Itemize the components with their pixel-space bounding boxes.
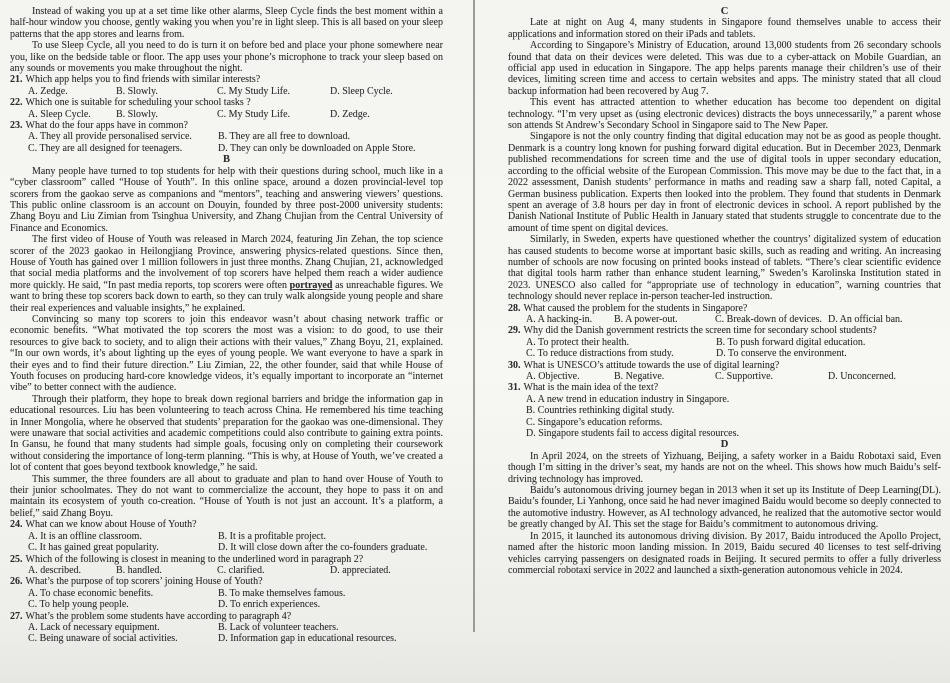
options-group <box>10 86 443 97</box>
column-divider <box>473 0 475 632</box>
answer-option: A. Lack of necessary equipment. <box>28 621 160 633</box>
question-number: 26. <box>10 576 23 588</box>
answer-option: C. Supportive. <box>715 371 774 382</box>
question-line <box>508 303 941 314</box>
answer-option: B. To push forward digital education. <box>716 336 866 348</box>
question-number: 25. <box>10 553 23 565</box>
answer-option: D. appreciated. <box>330 564 391 576</box>
passage-paragraph: This summer, the three founders are all about to graduate and plan to hand over House of Youth to their junior schoolmates. They do not want to commercialize the account, they hope to pass it on and maintain its ecosystem of youth co-creation. “House of Youth is not just an account. It’s a platform, a belief,” said Zhang Boyu. <box>10 473 443 519</box>
options-group <box>508 337 941 360</box>
question-number: 31. <box>508 382 521 394</box>
answer-option: A. A new trend in education industry in Singapore. <box>526 393 730 405</box>
question-line <box>10 519 443 530</box>
answer-option: B. Slowly. <box>116 108 158 120</box>
passage-paragraph: Singapore is not the only country finding that digital education may not be as good as people thought. Denmark is a country long known for pushing forward digital education. But in December 2023, Denmark published recommendations for screen time and the use of digital tools in upper secondary education, according to the official website of the European Commission. This move may be due to the fact that, in a 2022 assessment, Danish students’ performance in maths and reading saw a sharp fall, noted Capital, a German business publication. Experts then looked into the problem. They found that students in Denmark spent an average of 3.8 hours per day in front of electronic devices in school. A report published by the Danish National Institute of Public Health in January stated that students struggle to concentrate due to the amount of time spent on digital devices. <box>508 131 941 234</box>
answer-option: D. They can only be downloaded on Apple Store. <box>218 142 416 154</box>
answer-option: C. My Study Life. <box>217 85 291 97</box>
question-line <box>508 325 941 336</box>
question-number: 30. <box>508 359 521 371</box>
question-text: What is the main idea of the text? <box>523 382 659 394</box>
answer-option: D. Information gap in educational resources. <box>218 633 397 645</box>
section-heading-d: D <box>720 439 729 451</box>
answer-option: D. An official ban. <box>828 313 903 325</box>
question-text: Which of the following is closest in meaning to the underlined word in paragraph 2? <box>25 553 364 565</box>
answer-option: C. Being unaware of social activities. <box>28 633 178 645</box>
answer-option: B. Countries rethinking digital study. <box>526 405 675 417</box>
question-line <box>10 611 443 622</box>
question-text: What’s the problem some students have according to paragraph 4? <box>25 610 292 622</box>
left-column <box>10 6 443 645</box>
answer-option: A. Sleep Cycle. <box>28 108 91 120</box>
options-group <box>10 109 443 120</box>
answer-option: D. Zedge. <box>330 108 370 120</box>
question-number: 21. <box>10 74 23 86</box>
answer-option: B. Lack of volunteer teachers. <box>218 621 339 633</box>
passage-paragraph: In 2015, it launched its autonomous driving division. By 2017, Baidu introduced the Apollo Project, named after the historic moon landing mission. In 2019, Baidu secured 40 licenses to test self-driving vehicles carrying passengers on designated roads in Beijing. It secured permits to offer a fully driverless commercial robotaxi service in 2022 and launched a sixth-generation autonomous vehicle in 2024. <box>508 530 941 576</box>
answer-option: D. It will close down after the co-founders graduate. <box>218 542 428 554</box>
question-24 <box>10 519 443 553</box>
question-26 <box>10 576 443 610</box>
passage-paragraph: To use Sleep Cycle, all you need to do is turn it on before bed and place your phone somewhere near you, like on the bedside table or floor. The app uses your phone’s microphone to track your sleep based on any sounds or movements you make throughout the night. <box>10 40 443 75</box>
answer-option: C. They are all designed for teenagers. <box>28 142 183 154</box>
right-column <box>508 6 941 576</box>
passage-paragraph: Instead of waking you up at a set time like other alarms, Sleep Cycle finds the best moment within a half-hour window you choose, gently waking you when you’re in light sleep. This is all based on your sleep patterns that the app stores and learns from. <box>10 6 443 40</box>
passage-paragraph: This event has attracted attention to whether education has become too dependent on digital technology. “I’m very upset as (using electronic devices) distracts the boys unnecessarily,” a parent whose son attends St Andrew’s Secondary School in Singapore said to The New Paper. <box>508 97 941 132</box>
question-22 <box>10 97 443 120</box>
question-number: 23. <box>10 120 23 132</box>
answer-option: B. A power-out. <box>614 313 678 325</box>
answer-option: A. They all provide personalised service. <box>28 131 192 143</box>
question-number: 22. <box>10 97 23 109</box>
question-line <box>10 120 443 131</box>
answer-option: C. Break-down of devices. <box>715 313 822 325</box>
section-heading-b: B <box>222 154 230 166</box>
passage-paragraph: Similarly, in Sweden, experts have questioned whether the countrys’ digitalized system of education has caused students to become worse at important basic skills, such as reading and writing. An increasing number of schools are now focusing on printed books instead of tablets. “There’s clear scientific evidence that digital tools harm rather than enhance student learning,” Sweden’s Karolinska Institution stated in 2023. UNESCO also called for “appropriate use of technology in education”, warning countries that technology should never replace in-person teacher-led instruction. <box>508 234 941 303</box>
options-group <box>10 131 443 154</box>
answer-option: D. Singapore students fail to access digital resources. <box>526 428 739 440</box>
passage-paragraph <box>10 234 443 314</box>
question-text: Why did the Danish government restricts the screen time for secondary school students? <box>523 325 877 337</box>
answer-option: B. They are all free to download. <box>218 131 350 143</box>
question-line <box>10 576 443 587</box>
answer-option: D. Unconcerned. <box>828 371 897 382</box>
question-line <box>10 74 443 85</box>
answer-option: D. To enrich experiences. <box>218 599 321 611</box>
question-text: What is UNESCO’s attitude towards the use of digital learning? <box>523 359 780 371</box>
answer-option: C. My Study Life. <box>217 108 291 120</box>
question-line <box>508 360 941 371</box>
question-text: What can we know about House of Youth? <box>25 519 197 531</box>
options-group <box>10 565 443 576</box>
question-28 <box>508 303 941 326</box>
answer-option: D. Sleep Cycle. <box>330 85 393 97</box>
options-group <box>10 622 443 645</box>
question-number: 24. <box>10 519 23 531</box>
passage-paragraph: Convincing so many top scorers to join this endeavor wasn’t about chasing network traffic or economic benefits. “What motivated the top scorers the most was a vision: to do good, to use their resources to give back to society, and to align their actions with their values,” Zhang Boyu, 21, explained. “In our own words, it’s about lighting up the eyes of young people. We want everyone to have a spark in their eyes and to find their future direction.” Liu Zimian, 22, the other founder, said that while House of Youth focuses on producing hard-core knowledge videos, it’s equally important to incorporate an “internet vibe” to better connect with the audience. <box>10 313 443 394</box>
question-number: 28. <box>508 302 521 314</box>
answer-option: C. To reduce distractions from study. <box>526 348 674 360</box>
question-text: What caused the problem for the students in Singapore? <box>523 302 748 314</box>
answer-option: C. It has gained great popularity. <box>28 542 159 554</box>
answer-option: C. Singapore’s education reforms. <box>526 416 663 428</box>
paragraph-text: as unreachable figures. We want to bring these top scorers back down to earth, so they can truly walk alongside young people and share their real experiences and valuable insights,” he explained. <box>10 279 443 314</box>
question-line <box>10 97 443 108</box>
answer-option: B. It is a profitable project. <box>218 530 327 542</box>
answer-option: D. To conserve the environment. <box>716 348 847 360</box>
section-heading-c: C <box>720 6 729 17</box>
passage-paragraph: Many people have turned to top students for help with their questions during school, much like in a “cyber classroom” called “House of Youth”. In this online space, around a dozen provincial-level top scorers from the gaokao serve as companions and “mentors”, teaching and answering viewers’ questions. This public online classroom is an account on Douyin, founded by three post-2000 university students: Zhang Boyu and Liu Zimian from Tsinghua University, and Zhang Chujian from the Central University of Finance and Economics. <box>10 165 443 234</box>
passage-paragraph: Baidu’s autonomous driving journey began in 2013 when it set up its Institute of Deep Learning(DL). Baidu’s founder, Li Yanhong, once said he had never imagined Baidu would become so deeply connected to the automotive industry. However, as AI technology advanced, he realized that the automotive sector would be greatly changed by AI. This set the stage for Baidu’s commitment to autonomous driving. <box>508 485 941 531</box>
question-number: 29. <box>508 325 521 337</box>
question-line <box>10 554 443 565</box>
question-31 <box>508 382 941 439</box>
paragraph-text: The first video of House of Youth was released in March 2024, featuring Jin Zehan, the top science scorer of the 2023 gaokao in Heilongjiang Province, answering physics-related questions. Since then, House of Youth has gained over 1 million followers in just three months. Zhang Chujian, 21, acknowledged that social media platforms and the involvement of top scorers have helped them reach a wider audience more quickly. He said, “In past media reports, top scorers were often <box>10 234 443 291</box>
underlined-word: portrayed <box>289 279 333 291</box>
question-text: Which app helps you to find friends with similar interests? <box>25 74 261 86</box>
question-text: What’s the purpose of top scorers’ joining House of Youth? <box>25 576 263 588</box>
options-group <box>10 531 443 554</box>
question-number: 27. <box>10 610 23 622</box>
answer-option: B. To make themselves famous. <box>218 587 346 599</box>
question-21 <box>10 74 443 97</box>
question-27 <box>10 611 443 645</box>
answer-option: A. described. <box>28 564 82 576</box>
question-23 <box>10 120 443 154</box>
answer-option: B. Negative. <box>614 371 665 382</box>
answer-option: A. To protect their health. <box>526 336 629 348</box>
answer-option: B. handled. <box>116 564 162 576</box>
question-text: Which one is suitable for scheduling your school tasks ? <box>25 97 251 109</box>
answer-option: C. To help young people. <box>28 599 129 611</box>
passage-paragraph: In April 2024, on the streets of Yizhuang, Beijing, a safety worker in a Baidu Robotaxi said, Even though I’m sitting in the driver’s seat, my hands are not on the wheel. This shows how much Baidu’s self-driving technology has improved. <box>508 450 941 485</box>
answer-option: A. Zedge. <box>28 85 68 97</box>
answer-option: A. A hacking-in. <box>526 313 593 325</box>
passage-paragraph: Through their platform, they hope to break down regional barriers and bridge the information gap in educational resources. Liu has been volunteering to teach across China. He remembered his time teaching in Inner Mongolia, where he observed that students’ preparation for the gaokao was one-dimensional. They were unaware that social activities and academic competitions could also contribute to gaining extra points. In Gansu, he found that many students had simple goals, focusing only on completing their coursework without considering the importance of long-term planning. “This is why, at House of Youth, we’ve created a lot of content that goes beyond textbook knowledge,” he said. <box>10 393 443 474</box>
passage-paragraph: Late at night on Aug 4, many students in Singapore found themselves unable to access their applications and information stored on their iPads and tablets. <box>508 17 941 40</box>
answer-option: A. It is an offline classroom. <box>28 530 142 542</box>
question-29 <box>508 325 941 359</box>
options-group <box>10 588 443 611</box>
question-25 <box>10 554 443 577</box>
answer-option: A. To chase economic benefits. <box>28 587 154 599</box>
question-30 <box>508 360 941 383</box>
options-group <box>508 371 941 382</box>
answer-option: A. Objective. <box>526 371 580 382</box>
question-text: What do the four apps have in common? <box>25 120 188 132</box>
question-line <box>508 382 941 393</box>
options-group <box>508 314 941 325</box>
passage-paragraph: According to Singapore’s Ministry of Education, around 13,000 students from 26 secondary schools found that data on their devices were deleted. This was due to a cyber-attack on Mobile Guardian, an official app used in education in Singapore. The app helps parents manage their children’s use of their devices, limiting screen time and access to certain websites and apps. The ministry stated that all cloud backup information had been recovered by Aug 7. <box>508 40 941 97</box>
answer-option: C. clarified. <box>217 564 265 576</box>
answer-option: B. Slowly. <box>116 85 158 97</box>
options-group <box>508 394 941 440</box>
